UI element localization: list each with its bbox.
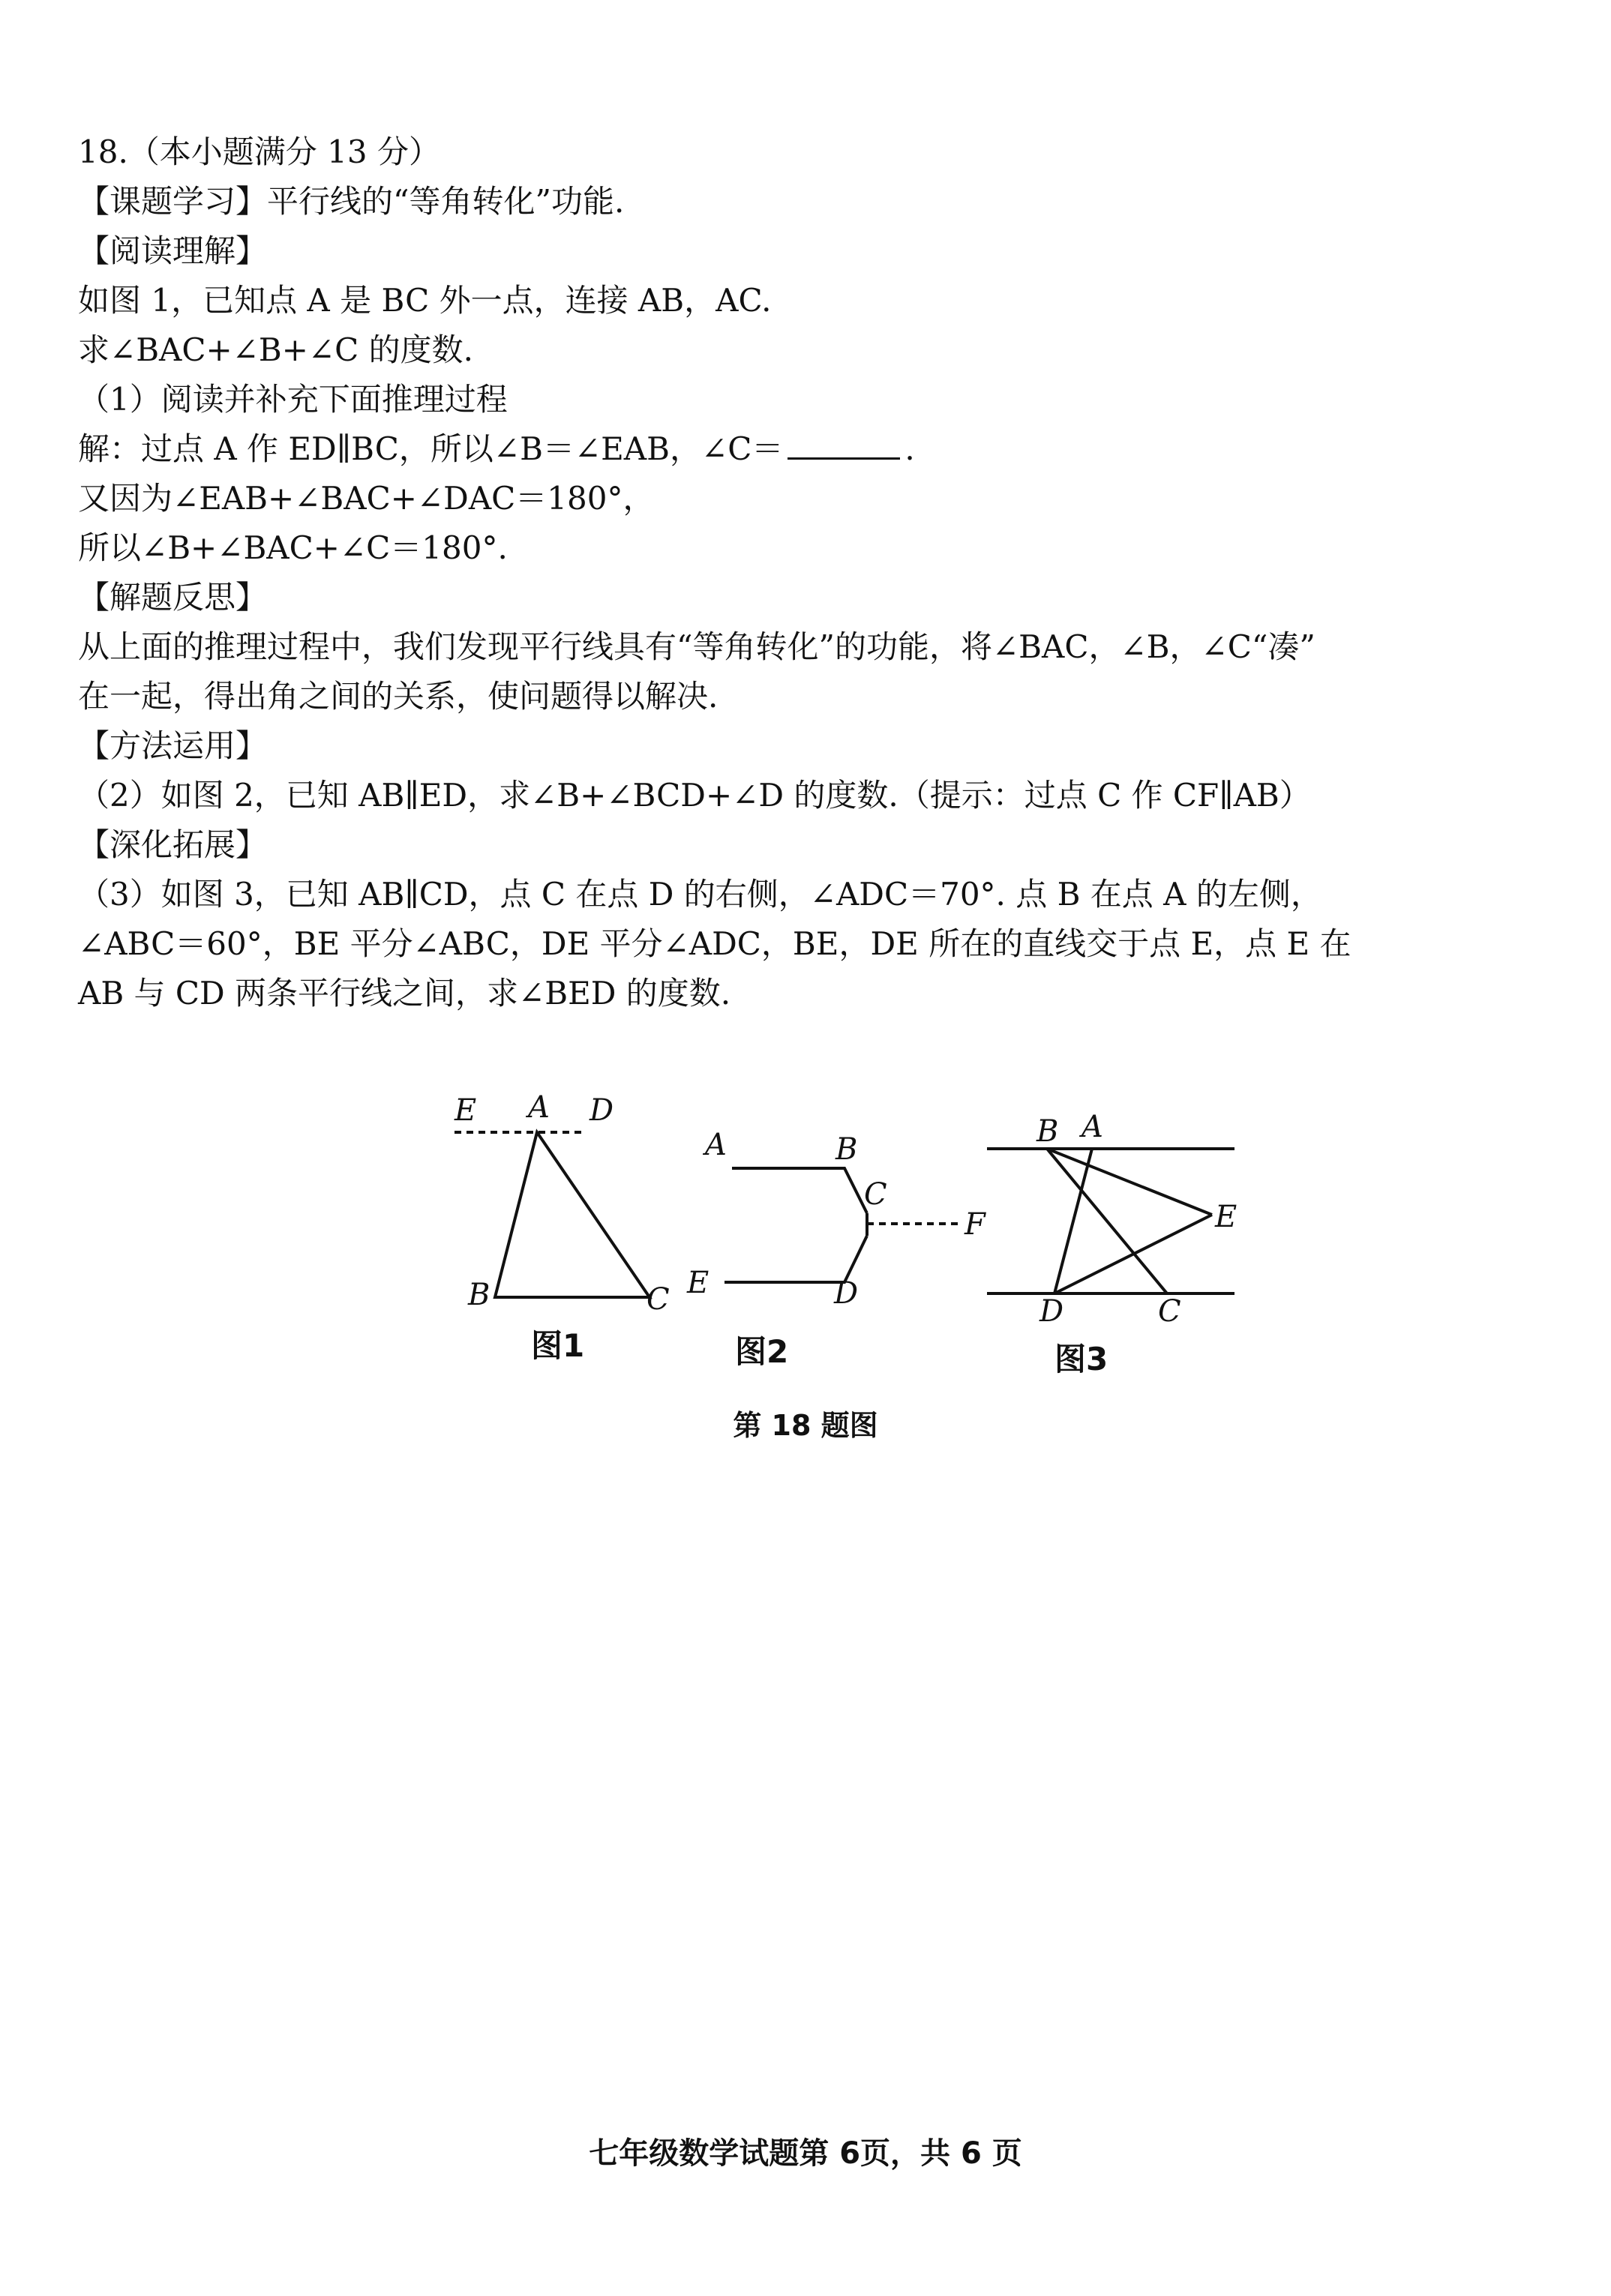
reading-line-2: 求∠BAC+∠B+∠C 的度数. (78, 331, 473, 368)
fig1-triangle (495, 1132, 650, 1297)
fig1-point-e: E (454, 1093, 477, 1128)
fig3-point-d: D (1040, 1294, 1064, 1329)
fig1-point-b: B (468, 1278, 490, 1312)
fig1-point-a: A (528, 1090, 550, 1125)
fig2-point-a: A (705, 1128, 727, 1162)
fig2-line-edc (724, 1236, 867, 1282)
question-3-line-3: AB 与 CD 两条平行线之间，求∠BED 的度数. (78, 975, 731, 1012)
figure-caption: 第 18 题图 (733, 1409, 878, 1442)
fig1-point-d: D (590, 1093, 614, 1128)
fig3-segment-bc (1047, 1149, 1167, 1293)
fig2-point-f: F (964, 1207, 986, 1242)
method-title: 【方法运用】 (78, 727, 268, 764)
figure-3-label: 图3 (1054, 1341, 1108, 1377)
fig3-point-a: A (1082, 1110, 1103, 1144)
fig2-point-d: D (834, 1276, 859, 1311)
solution-line-3: 所以∠B+∠BAC+∠C＝180°. (78, 529, 508, 566)
extension-title: 【深化拓展】 (78, 826, 268, 863)
solution-line-1 (78, 424, 1540, 474)
figure-1-label: 图1 (531, 1327, 585, 1364)
figure-2 (686, 1128, 986, 1311)
reflection-line-1: 从上面的推理过程中，我们发现平行线具有“等角转化”的功能，将∠BAC，∠B，∠C“凑” (78, 628, 1316, 665)
figures-area (442, 1080, 1282, 1395)
page-footer: 七年级数学试题第 6页，共 6 页 (589, 2136, 1022, 2171)
reflection-line-2: 在一起，得出角之间的关系，使问题得以解决. (78, 678, 718, 715)
solution-line-1-text: 解：过点 A 作 ED∥BC，所以∠B＝∠EAB，∠C＝ (78, 430, 784, 467)
fig3-point-e: E (1215, 1200, 1238, 1234)
fig2-point-e: E (687, 1266, 710, 1300)
fig3-point-c: C (1158, 1294, 1181, 1329)
fig2-point-c: C (864, 1177, 887, 1212)
figure-3 (987, 1110, 1237, 1329)
question-3-line-2: ∠ABC＝60°，BE 平分∠ABC，DE 平分∠ADC，BE，DE 所在的直线交于点 E，点 E 在 (78, 925, 1352, 962)
fig3-segment-ad (1054, 1149, 1092, 1293)
fig3-point-b: B (1036, 1114, 1059, 1149)
question-1-prompt: （1）阅读并补充下面推理过程 (78, 381, 508, 418)
reading-line-1: 如图 1，已知点 A 是 BC 外一点，连接 AB，AC. (78, 282, 772, 319)
figure-1 (454, 1090, 670, 1317)
solution-line-2: 又因为∠EAB+∠BAC+∠DAC＝180°， (78, 480, 655, 517)
question-3-line-1: （3）如图 3，已知 AB∥CD，点 C 在点 D 的右侧，∠ADC＝70°. 点 B 在点 A 的左侧， (78, 876, 1322, 913)
fig2-line-abc (732, 1168, 867, 1213)
topic-line: 【课题学习】平行线的“等角转化”功能. (78, 183, 625, 220)
fig1-point-c: C (646, 1282, 670, 1317)
figure-2-label: 图2 (735, 1333, 789, 1370)
problem-header: 18.（本小题满分 13 分） (78, 133, 440, 170)
question-2: （2）如图 2，已知 AB∥ED，求∠B+∠BCD+∠D 的度数.（提示：过点 C 作 CF∥AB） (78, 777, 1311, 814)
reflection-title: 【解题反思】 (78, 579, 268, 616)
reading-title: 【阅读理解】 (78, 232, 268, 269)
solution-line-1-end: . (904, 430, 915, 467)
answer-blank[interactable] (788, 427, 900, 460)
fig3-segment-be (1047, 1149, 1212, 1215)
fig2-point-b: B (836, 1132, 858, 1167)
problem-text (78, 127, 1540, 1018)
